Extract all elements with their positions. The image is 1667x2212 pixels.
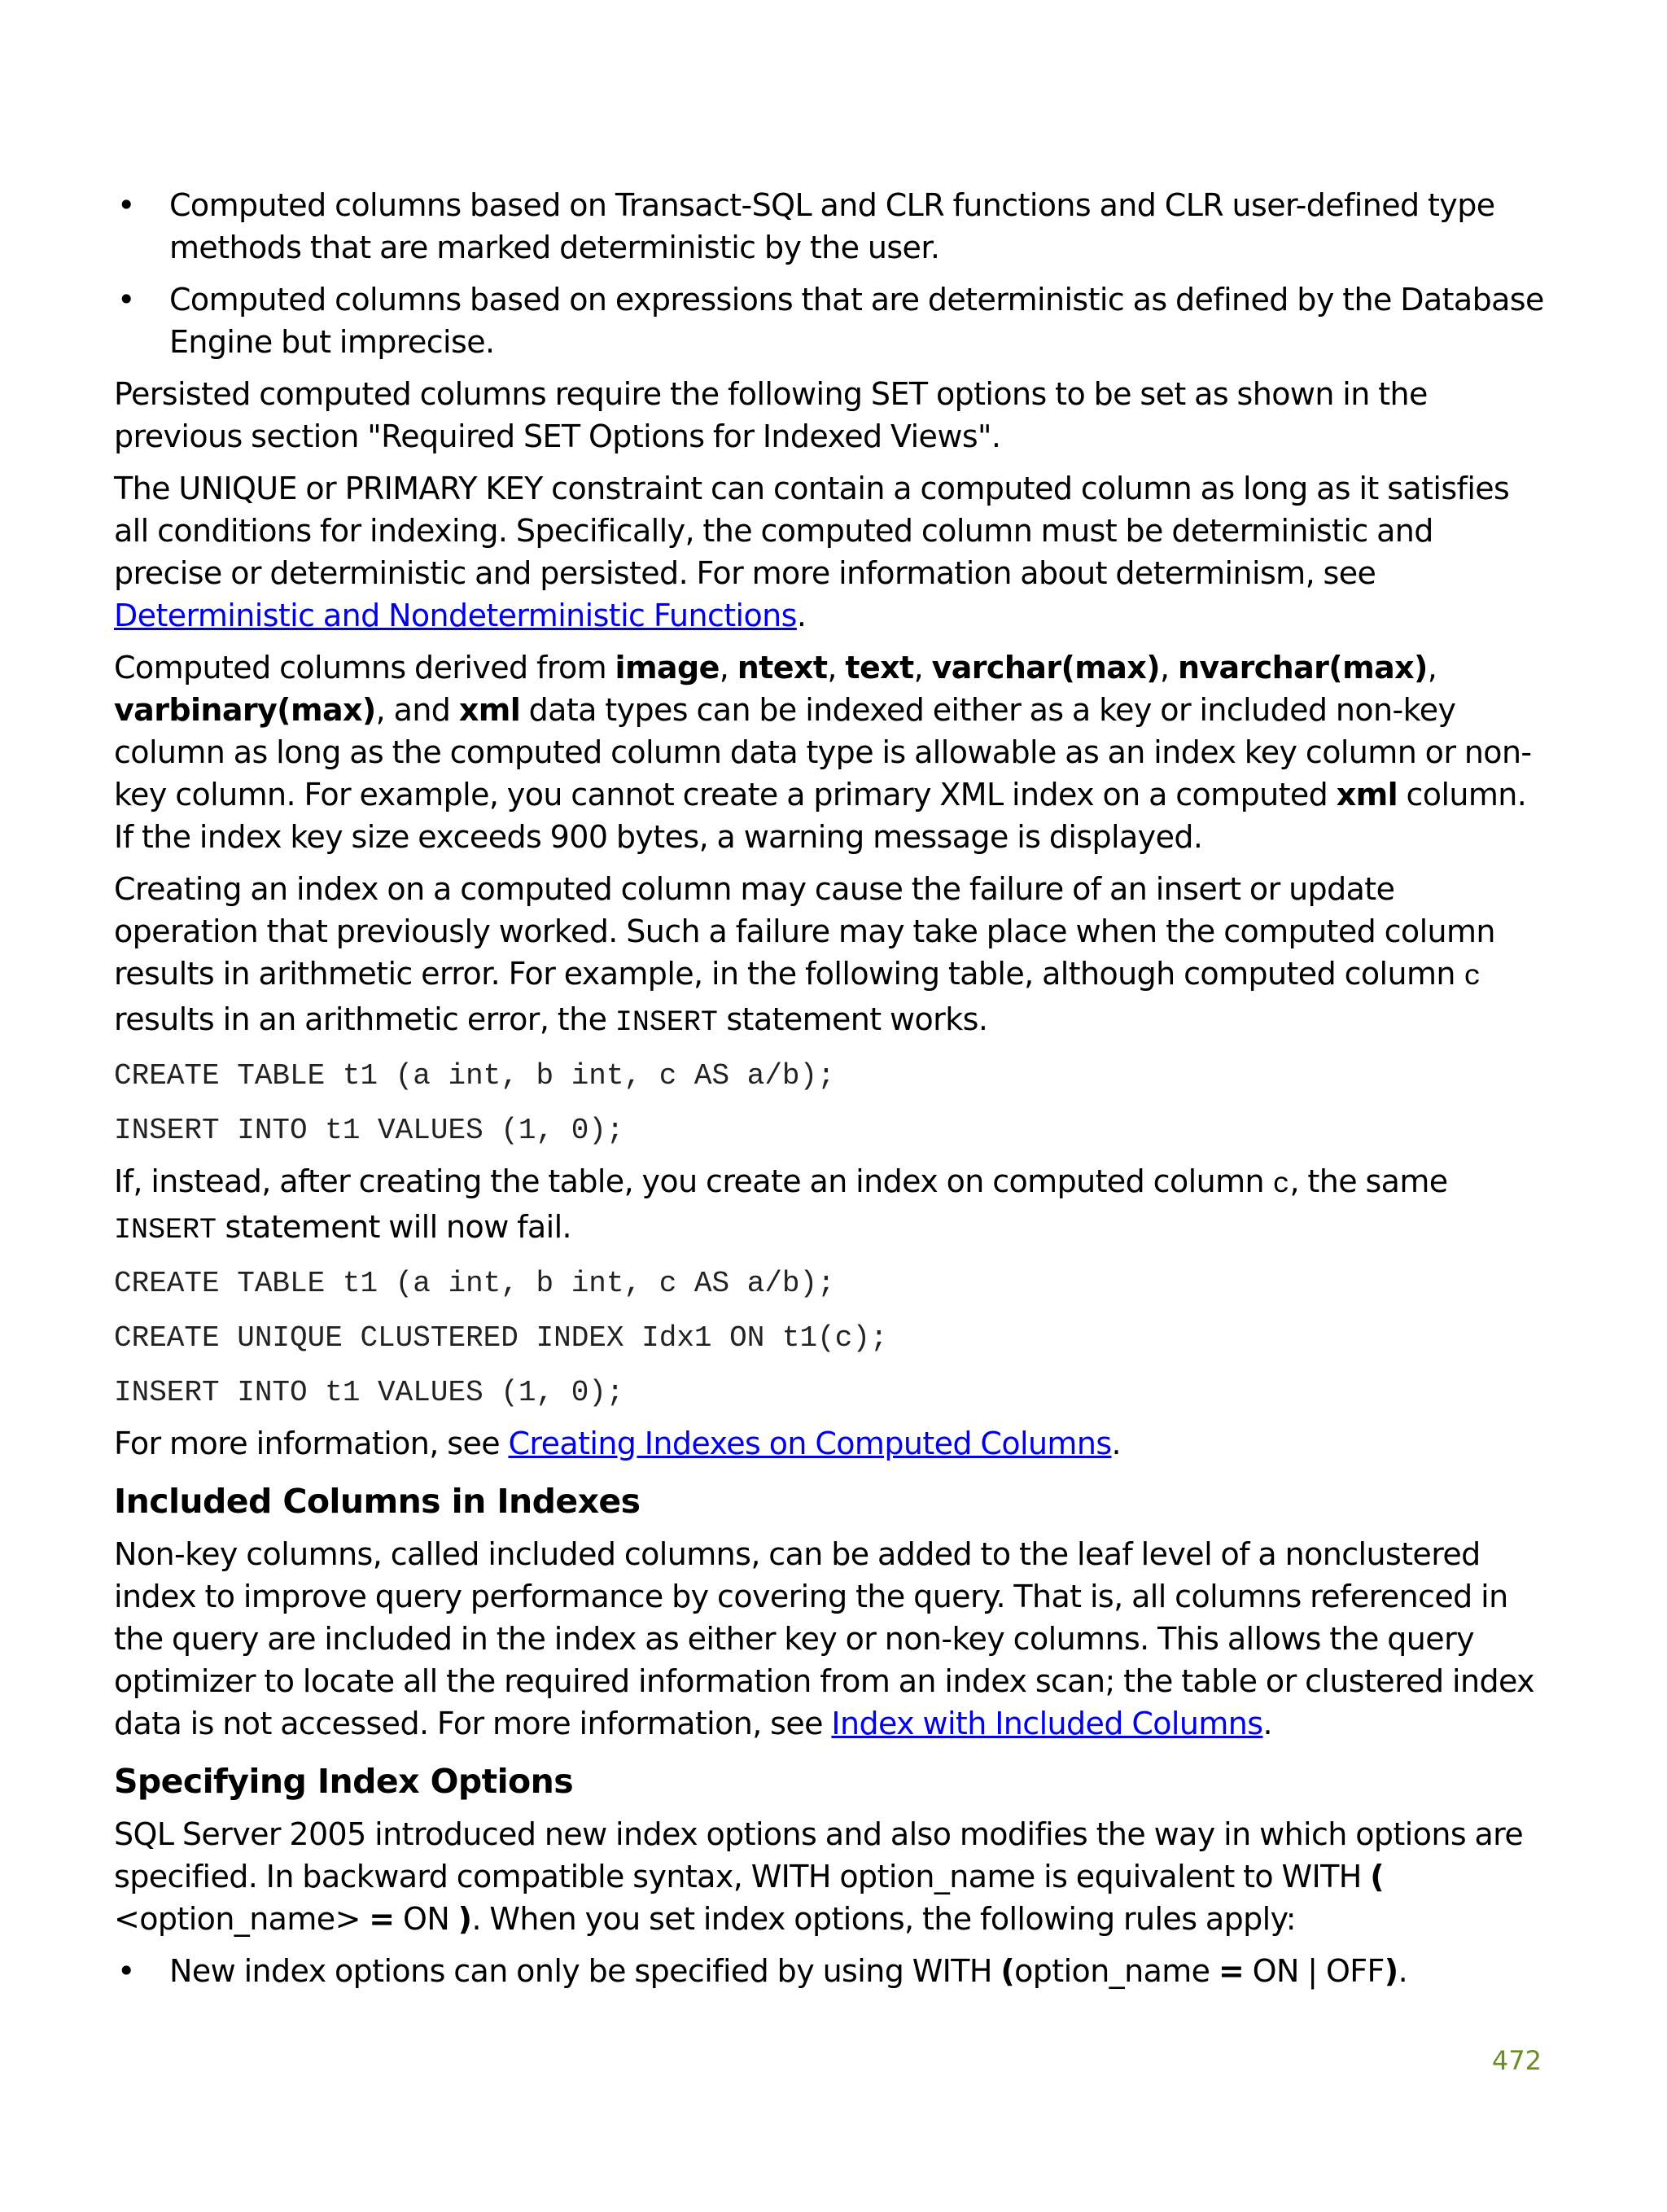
- paragraph-text: .: [796, 598, 807, 633]
- bold-term: text: [845, 650, 914, 686]
- paragraph-text: .: [1262, 1706, 1272, 1741]
- bullet-text: Computed columns based on expressions that are deterministic as defined by the Database Engine but imprecise.: [169, 282, 1544, 360]
- text-run: ,: [827, 650, 846, 686]
- text-run: results in an arithmetic error, the: [114, 1001, 615, 1037]
- bold-term: xml: [458, 692, 521, 728]
- heading-index-options: Specifying Index Options: [114, 1762, 574, 1801]
- code-line: INSERT INTO t1 VALUES (1, 0);: [114, 1376, 624, 1409]
- text-run: . When you set index options, the following rules apply:: [471, 1901, 1296, 1937]
- code-line: CREATE UNIQUE CLUSTERED INDEX Idx1 ON t1(c);: [114, 1321, 888, 1355]
- code-line: CREATE TABLE t1 (a int, b int, c AS a/b);: [114, 1267, 835, 1300]
- text-run: ,: [719, 650, 737, 686]
- bold-term: varchar(max): [931, 650, 1160, 686]
- bold-symbol: (: [1000, 1953, 1015, 1989]
- paragraph-failure: [114, 868, 1547, 1044]
- inline-code: INSERT: [615, 1006, 718, 1039]
- bullet-text: Computed columns based on Transact-SQL and CLR functions and CLR user-defined type methods that are marked deterministic by the user.: [169, 187, 1495, 265]
- index-included-columns-link[interactable]: Index with Included Columns: [831, 1706, 1263, 1741]
- text-run: , the same: [1289, 1163, 1448, 1199]
- inline-code: c: [1464, 961, 1481, 993]
- paragraph-more-info: [114, 1422, 1547, 1465]
- bullet-icon: •: [117, 1953, 135, 1989]
- creating-indexes-link[interactable]: Creating Indexes on Computed Columns: [508, 1426, 1112, 1461]
- document-page: [114, 184, 1547, 1992]
- text-run: statement works.: [717, 1001, 988, 1037]
- bullet-item: [114, 184, 1547, 269]
- bold-symbol: ): [457, 1901, 472, 1937]
- paragraph-text: .: [1111, 1426, 1122, 1461]
- paragraph-options: [114, 1813, 1547, 1940]
- paragraph-text: The UNIQUE or PRIMARY KEY constraint can contain a computed column as long as it satisfies all conditions for indexing. Specifically, the computed column must be deterministic and precise or deterministic and persisted. For more information about determinism, see: [114, 471, 1510, 591]
- bullet-item: [114, 278, 1547, 363]
- text-run: option_name: [1014, 1953, 1219, 1989]
- paragraph-unique: [114, 467, 1547, 637]
- text-run: ON: [394, 1901, 458, 1937]
- text-run: SQL Server 2005 introduced new index options and also modifies the way in which options are specified. In backward compatible syntax, WITH option_name is equivalent to WITH: [114, 1816, 1524, 1894]
- text-run: column. If the index key size exceeds 900 bytes, a warning message is displayed.: [114, 777, 1527, 855]
- text-run: statement will now fail.: [217, 1209, 572, 1245]
- text-run: Creating an index on a computed column may cause the failure of an insert or update operation that previously worked. Such a failure may take place when the computed column results in arithmetic error. For example, in the following table, although computed column: [114, 871, 1495, 992]
- bullet-icon: •: [117, 282, 135, 318]
- page-number: 472: [1491, 2045, 1542, 2076]
- text-run: ,: [913, 650, 932, 686]
- paragraph-persisted: Persisted computed columns require the following SET options to be set as shown in the previous section "Required SET Options for Indexed Views".: [114, 376, 1428, 454]
- bold-symbol: =: [369, 1901, 395, 1937]
- bold-term: image: [615, 650, 720, 686]
- bold-symbol: (: [1370, 1859, 1384, 1894]
- text-run: If, instead, after creating the table, you create an index on computed column: [114, 1163, 1273, 1199]
- bold-term: varbinary(max): [114, 692, 376, 728]
- text-run: ON | OFF: [1244, 1953, 1385, 1989]
- text-run: <option_name>: [114, 1901, 370, 1937]
- paragraph-derived: [114, 646, 1547, 858]
- paragraph-text: Non-key columns, called included columns, can be added to the leaf level of a nonclustered index to improve query performance by covering the query. That is, all columns referenced in the query are included in the index as either key or non-key columns. This allows the query optimizer to locate all the required information from an index scan; the table or clustered index data is not accessed. For more information, see: [114, 1536, 1535, 1741]
- bullet-icon: •: [117, 187, 135, 223]
- bold-symbol: =: [1218, 1953, 1245, 1989]
- bold-symbol: ): [1384, 1953, 1398, 1989]
- bullet-item: [114, 1950, 1547, 1992]
- inline-code: INSERT: [114, 1214, 217, 1246]
- text-run: ,: [1427, 650, 1437, 686]
- inline-code: c: [1272, 1168, 1290, 1201]
- deterministic-functions-link[interactable]: Deterministic and Nondeterministic Functions: [114, 598, 797, 633]
- heading-included-columns: Included Columns in Indexes: [114, 1482, 641, 1521]
- bold-term: nvarchar(max): [1177, 650, 1428, 686]
- text-run: , and: [375, 692, 459, 728]
- text-run: New index options can only be specified by using WITH: [169, 1953, 1001, 1989]
- code-line: CREATE TABLE t1 (a int, b int, c AS a/b);: [114, 1059, 835, 1093]
- text-run: .: [1398, 1953, 1408, 1989]
- bold-term: xml: [1336, 777, 1398, 813]
- text-run: Computed columns derived from: [114, 650, 615, 686]
- paragraph-included: [114, 1533, 1547, 1745]
- code-line: INSERT INTO t1 VALUES (1, 0);: [114, 1114, 624, 1147]
- paragraph-text: For more information, see: [114, 1426, 509, 1461]
- text-run: data types can be indexed either as a key or included non-key column as long as the computed column data type is allowable as an index key column or non-key column. For example, you cannot create a primary XML index on a computed: [114, 692, 1532, 813]
- bold-term: ntext: [737, 650, 828, 686]
- paragraph-instead: [114, 1160, 1547, 1251]
- text-run: ,: [1159, 650, 1178, 686]
